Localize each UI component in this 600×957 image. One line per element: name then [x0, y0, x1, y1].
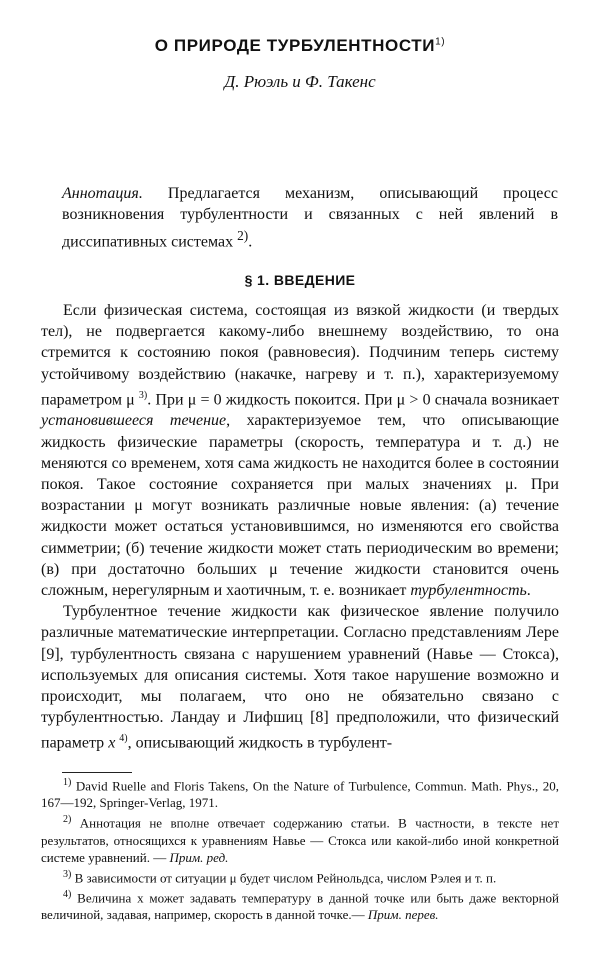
- footnote-mark-3: 3): [138, 389, 148, 401]
- footnote-1-mark: 1): [63, 777, 72, 788]
- abstract-lead: Аннотация.: [62, 185, 143, 202]
- footnote-4: [41, 886, 559, 923]
- footnote-1-text: David Ruelle and Floris Takens, On the Nature of Turbulence, Commun. Math. Phys., 20, 167—192, Springer-Verlag, 1971.: [41, 778, 560, 811]
- footnote-3-text: В зависимости от ситуации μ будет числом Рейнольдса, числом Рэлея и т. п.: [74, 869, 497, 885]
- footnote-2-text: Аннотация не вполне отвечает содержанию статьи. В частности, в тексте нет результатов, относящихся к уравнениям Навье — Стокса или какой-либо иной конкретной системе уравнений. —: [41, 815, 560, 865]
- footnote-divider: [62, 772, 132, 773]
- footnote-2-signature: Прим. ред.: [169, 849, 229, 865]
- paragraph-2-part-1: Турбулентное течение жидкости как физическое явление получило различные математические интерпретации. Согласно представлениям Лере [9], турбулентность связана с нарушением уравнений (Навье — Стокса), используемых для описания системы. Хотя такое нарушение возможно и происходит, мы полагаем, что оно не обязательно связано с турбулентностью. Ландау и Лифшиц [8] предположили, что физический параметр: [41, 603, 559, 752]
- paragraph-1-part-2: . При μ = 0 жидкость покоится. При μ > 0 сначала возникает: [147, 391, 560, 409]
- footnote-2-mark: 2): [63, 814, 72, 826]
- title-footnote-mark: 1): [435, 36, 446, 48]
- abstract-footnote-mark: 2): [237, 228, 249, 243]
- article-title: [0, 36, 600, 56]
- authors: Д. Рюэль и Ф. Такенс: [224, 72, 376, 91]
- footnote-4-mark: 4): [63, 888, 72, 900]
- abstract-end: .: [248, 233, 253, 251]
- footnote-4-text: Величина x может задавать температуру в данной точке или быть даже векторной величиной, задавая, например, скорость в данной точке.—: [41, 890, 560, 923]
- abstract: [62, 183, 558, 252]
- footnote-3-mark: 3): [63, 868, 72, 880]
- paragraph-1-part-3: , характеризуемое тем, что описывающие жидкость физические параметры (скорость, температура и т. д.) не меняются со временем, хотя сама жидкость не находится более в состоянии покоя. Такое состояние сохраняется при малых значениях μ. При возрастании μ могут возникать различные новые явления: (а) течение жидкости может остаться установившимся, но изменяются его свойства симметрии; (б) течение жидкости может стать периодическим во времени; (в) при достаточно больших μ течение жидкости становится очень сложным, нерегулярным и хаотичным, т. е. возникает: [41, 412, 559, 599]
- footnote-mark-4: 4): [119, 733, 128, 745]
- abstract-text: Предлагается механизм, описывающий процесс возникновения турбулентности и связанных с ней явлений в диссипативных системах: [62, 185, 559, 251]
- paragraph-1-part-4: .: [526, 581, 531, 599]
- emphasis-steady-flow: установившееся течение: [41, 412, 227, 430]
- footnote-4-signature: Прим. перев.: [367, 907, 439, 923]
- paragraph-1-part-1: Если физическая система, состоящая из вязкой жидкости (и твердых тел), не подвергается какому-либо внешнему воздействию, то она стремится к состоянию покоя (равновесия). Подчиним теперь систему устойчивому воздействию (накачке, нагреву и т. п.), характеризуемому параметром μ: [41, 302, 559, 409]
- footnote-2: [41, 811, 559, 865]
- footnote-1: [41, 774, 559, 811]
- section-heading: § 1. ВВЕДЕНИЕ: [244, 272, 356, 288]
- emphasis-turbulence: турбулентность: [410, 581, 527, 599]
- footnote-3: [41, 866, 559, 886]
- paragraph-1: [41, 300, 559, 601]
- article-title-text: О ПРИРОДЕ ТУРБУЛЕНТНОСТИ: [154, 36, 436, 55]
- paragraph-2: [41, 601, 559, 754]
- footnotes: [41, 774, 559, 923]
- body-text: [41, 300, 559, 754]
- variable-x: x: [108, 734, 116, 752]
- paragraph-2-part-2: , описывающий жидкость в турбулент-: [127, 734, 393, 752]
